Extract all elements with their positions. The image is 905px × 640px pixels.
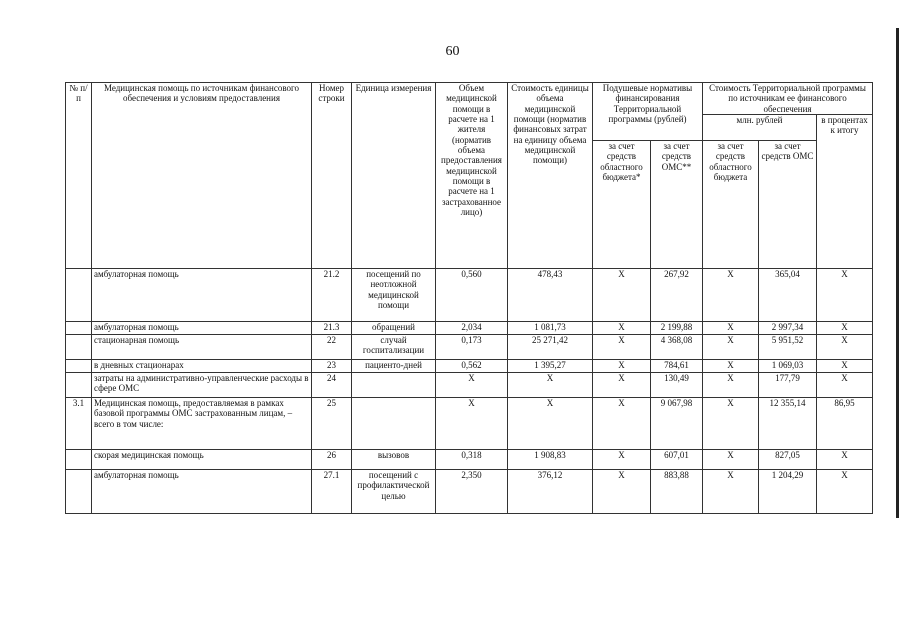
page-number: 60 xyxy=(445,44,460,59)
header-per-capita: Подушевые нормативы финансирования Территориальной программы (рублей) xyxy=(593,83,703,141)
row-name: скорая медицинская помощь xyxy=(92,450,312,470)
table-row: затраты на административно-управленческие расходы в сфере ОМС 24 Х Х Х 130,49 Х 177,79 Х xyxy=(66,373,873,398)
financing-table xyxy=(65,82,873,514)
row-name: амбулаторная помощь xyxy=(92,322,312,335)
header-source: Медицинская помощь по источникам финансового обеспечения и условиям предоставления xyxy=(92,83,312,269)
header-per-capita-oms: за счет средств ОМС** xyxy=(651,141,703,269)
header-cost-unit: Стоимость единицы объема медицинской помощи (норматив финансовых затрат на единицу объема медицинской помощи) xyxy=(508,83,593,269)
header-num: № п/п xyxy=(66,83,92,269)
table-row: амбулаторная помощь 27.1 посещений с профилактической целью 2,350 376,12 Х 883,88 Х 1 204,29 Х xyxy=(66,470,873,514)
header-line: Номер строки xyxy=(312,83,352,269)
row-name: стационарная помощь xyxy=(92,335,312,360)
header-terr-regional: за счет средств областного бюджета xyxy=(703,141,759,269)
row-name: амбулаторная помощь xyxy=(92,269,312,322)
table-row: скорая медицинская помощь 26 вызовов 0,318 1 908,83 Х 607,01 Х 827,05 Х xyxy=(66,450,873,470)
header-volume: Объем медицинской помощи в расчете на 1 жителя (норматив объема предоставления медицинской помощи в расчете на 1 застрахованное лицо) xyxy=(436,83,508,269)
header-mln-rub: млн. рублей xyxy=(703,115,817,141)
header-percent: в процентах к итогу xyxy=(817,115,873,269)
header-unit: Единица измерения xyxy=(352,83,436,269)
row-name: амбулаторная помощь xyxy=(92,470,312,514)
header-territorial: Стоимость Территориальной программы по источникам ее финансового обеспечения xyxy=(703,83,873,115)
scan-edge-line xyxy=(896,28,899,518)
row-name: Медицинская помощь, предоставляемая в рамках базовой программы ОМС застрахованным лицам, – всего в том числе: xyxy=(92,398,312,450)
header-terr-oms: за счет средств ОМС xyxy=(759,141,817,269)
row-name: затраты на административно-управленческие расходы в сфере ОМС xyxy=(92,373,312,398)
table-row: стационарная помощь 22 случай госпитализации 0,173 25 271,42 Х 4 368,08 Х 5 951,52 Х xyxy=(66,335,873,360)
row-name: в дневных стационарах xyxy=(92,360,312,373)
table-row: амбулаторная помощь 21.2 посещений по неотложной медицинской помощи 0,560 478,43 Х 267,92 Х 365,04 Х xyxy=(66,269,873,322)
table-row: в дневных стационарах 23 пациенто-дней 0,562 1 395,27 Х 784,61 Х 1 069,03 Х xyxy=(66,360,873,373)
table-row: 3.1 Медицинская помощь, предоставляемая в рамках базовой программы ОМС застрахованным лицам, – всего в том числе: 25 Х Х Х 9 067,98 Х 12 355,14 86,95 xyxy=(66,398,873,450)
header-per-capita-regional: за счет средств областного бюджета* xyxy=(593,141,651,269)
table-row: амбулаторная помощь 21.3 обращений 2,034 1 081,73 Х 2 199,88 Х 2 997,34 Х xyxy=(66,322,873,335)
